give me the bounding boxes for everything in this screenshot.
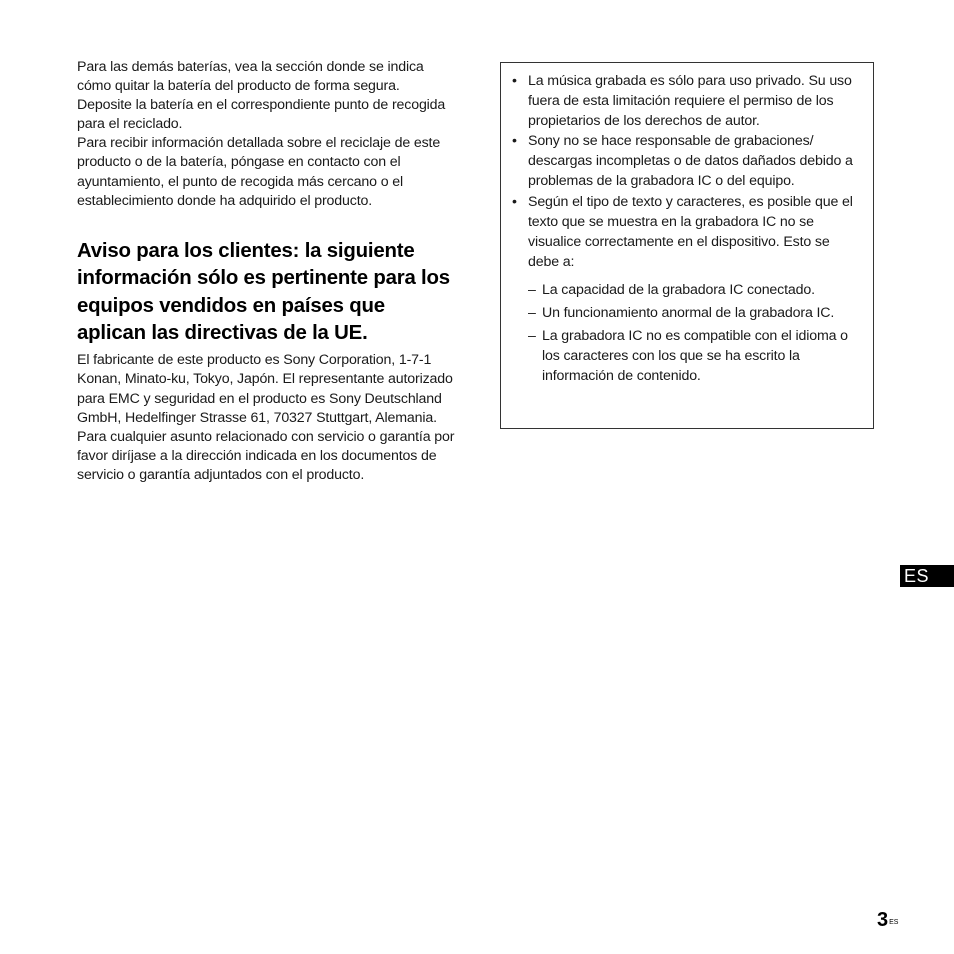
- reason-text: La capacidad de la grabadora IC conectado.: [542, 281, 815, 298]
- dash-icon: –: [528, 281, 536, 298]
- dash-icon: –: [528, 328, 536, 345]
- reason-item: [528, 280, 861, 300]
- bullet-icon: •: [512, 133, 517, 150]
- notice-text: La música grabada es sólo para uso privado. Su uso fuera de esta limitación requiere el permiso de los propietarios de los derechos de autor.: [528, 73, 852, 130]
- reason-item: [528, 326, 861, 386]
- page-number-value: 3: [877, 909, 889, 931]
- notice-item-private-use: [501, 71, 873, 131]
- dash-icon: –: [528, 305, 536, 322]
- notice-box: [500, 62, 874, 429]
- recycling-info-paragraph: Para recibir información detallada sobre el reciclaje de este producto o de la batería, póngase en contacto con el ayuntamiento, el punto de recogida más cercano o el establecimiento donde ha adquirido el producto.: [77, 135, 441, 209]
- notice-bullet-list: [501, 63, 873, 386]
- left-column: [77, 58, 457, 485]
- manufacturer-paragraph: El fabricante de este producto es Sony Corporation, 1-7-1 Konan, Minato-ku, Tokyo, Japón. El representante autorizado para EMC y seguridad en el producto es Sony Deutschland GmbH, Hedelfinger Strasse 61, 70327 Stuttgart, Alemania. Para cualquier asunto relacionado con servicio o garantía por favor diríjase a la dirección indicada en los documentos de servicio o garantía adjuntados con el producto.: [77, 352, 455, 483]
- notice-item-liability: [501, 131, 873, 191]
- notice-text: Sony no se hace responsable de grabaciones/ descargas incompletas o de datos dañados debido a problemas de la grabadora IC o del equipo.: [528, 133, 853, 190]
- bullet-icon: •: [512, 193, 517, 210]
- notice-text: Según el tipo de texto y caracteres, es posible que el texto que se muestra en la grabadora IC no se visualice correctamente en el dispositivo. Esto se debe a:: [528, 193, 853, 270]
- bullet-icon: •: [512, 73, 517, 89]
- page-number: [877, 908, 898, 932]
- reason-item: [528, 303, 861, 323]
- reason-text: Un funcionamiento anormal de la grabadora IC.: [542, 305, 835, 322]
- battery-paragraph: Para las demás baterías, vea la sección donde se indica cómo quitar la batería del producto de forma segura. Deposite la batería en el correspondiente punto de recogida para el reciclado.: [77, 59, 446, 133]
- reasons-list: [528, 272, 861, 386]
- notice-item-text-display: [501, 192, 873, 387]
- page-number-suffix: ES: [889, 919, 899, 926]
- language-tab: ES: [900, 565, 954, 587]
- eu-notice-heading: Aviso para los clientes: la siguiente información sólo es pertinente para los equipos vendidos en países que aplican las directivas de la UE.: [77, 239, 450, 344]
- reason-text: La grabadora IC no es compatible con el idioma o los caracteres con los que se ha escrito la información de contenido.: [542, 328, 848, 385]
